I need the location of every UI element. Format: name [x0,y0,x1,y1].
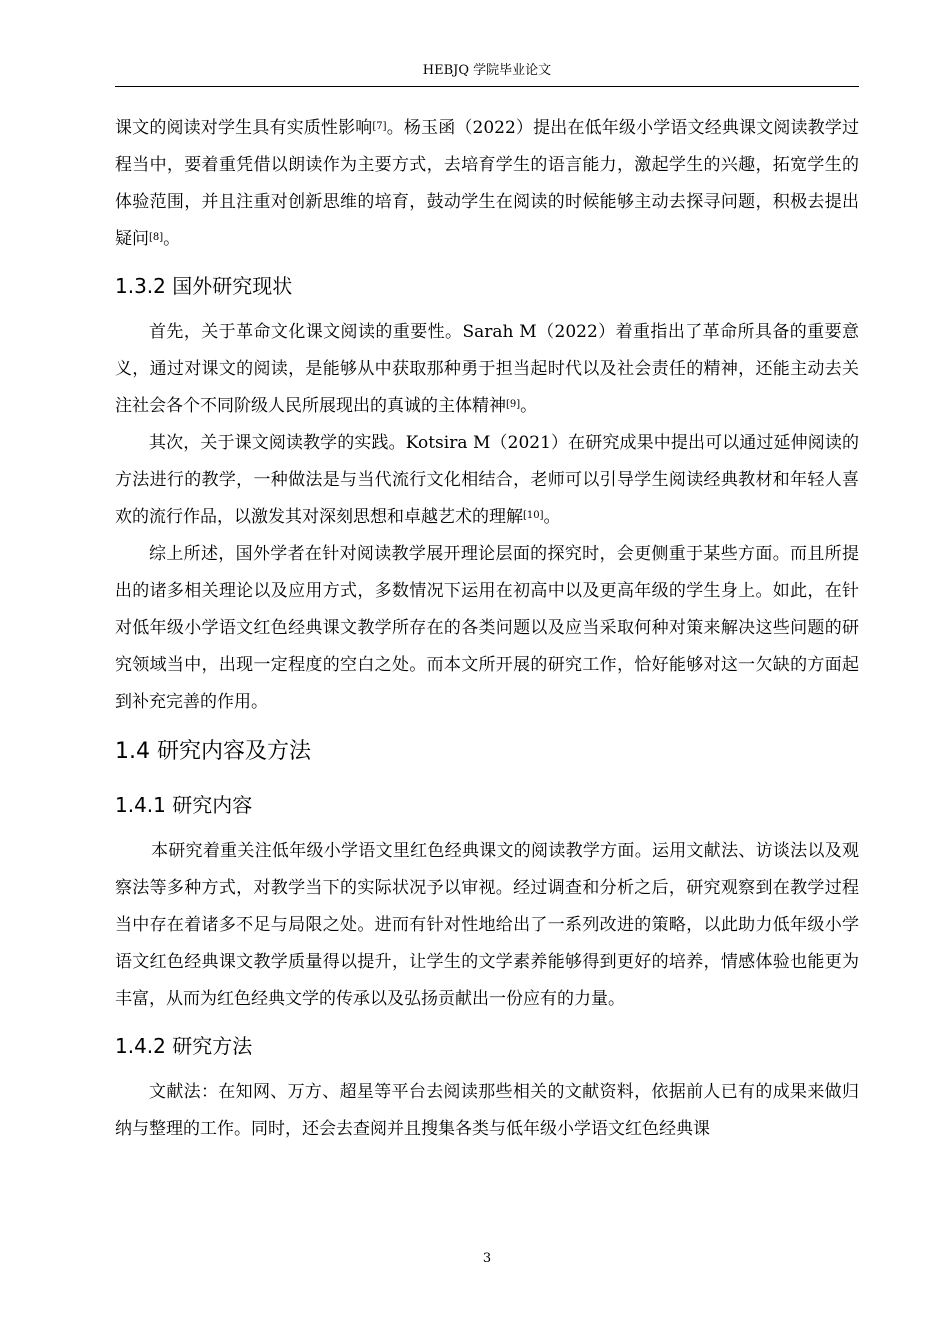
heading-1-3-2: 1.3.2 国外研究现状 [115,274,293,298]
heading-1-4-2: 1.4.2 研究方法 [115,1034,253,1058]
citation: [8] [149,232,164,243]
paragraph-foreign-2: 其次，关于课文阅读教学的实践。Kotsira M（2021）在研究成果中提出可以通过延伸阅读的方法进行的教学，一种做法是与当代流行文化相结合，老师可以引导学生阅读经典教材和年轻人喜欢的流行作品，以激发其对深刻思想和卓越艺术的理解[10]。 [115,433,859,527]
paragraph-literature-method: 文献法：在知网、万方、超星等平台去阅读那些相关的文献资料，依据前人已有的成果来做归纳与整理的工作。同时，还会去查阅并且搜集各类与低年级小学语文红色经典课 [115,1082,859,1139]
header-rule [115,86,859,87]
citation: [10] [523,510,544,521]
heading-1-4-1: 1.4.1 研究内容 [115,793,253,817]
running-header: HEBJQ 学院毕业论文 [422,63,552,78]
page-number: 3 [482,1251,492,1266]
citation: [7] [372,121,387,132]
citation: [9] [506,399,521,410]
paragraph-summary: 综上所述，国外学者在针对阅读教学展开理论层面的探究时，会更侧重于某些方面。而且所提出的诸多相关理论以及应用方式，多数情况下运用在初高中以及更高年级的学生身上。如此，在针对低年级小学语文红色经典课文教学所存在的各类问题以及应当采取何种对策来解决这些问题的研究领域当中，出现一定程度的空白之处。而本文所开展的研究工作，恰好能够对这一欠缺的方面起到补充完善的作用。 [115,544,859,712]
paragraph-research-content: 本研究着重关注低年级小学语文里红色经典课文的阅读教学方面。运用文献法、访谈法以及观察法等多种方式，对教学当下的实际状况予以审视。经过调查和分析之后，研究观察到在教学过程当中存在着诸多不足与局限之处。进而有针对性地给出了一系列改进的策略，以此助力低年级小学语文红色经典课文教学质量得以提升，让学生的文学素养能够得到更好的培养，情感体验也能更为丰富，从而为红色经典文学的传承以及弘扬贡献出一份应有的力量。 [115,841,859,1009]
paragraph-domestic-continued: 课文的阅读对学生具有实质性影响[7]。杨玉函（2022）提出在低年级小学语文经典课文阅读教学过程当中，要着重凭借以朗读作为主要方式，去培育学生的语言能力，激起学生的兴趣，拓宽学生的体验范围，并且注重对创新思维的培育，鼓动学生在阅读的时候能够主动去探寻问题，积极去提出疑问[8]。 [115,118,860,249]
page-body [115,110,859,1148]
heading-1-4: 1.4 研究内容及方法 [115,739,311,764]
paragraph-foreign-1: 首先，关于革命文化课文阅读的重要性。Sarah M（2022）着重指出了革命所具备的重要意义，通过对课文的阅读，是能够从中获取那种勇于担当起时代以及社会责任的精神，还能主动去关注社会各个不同阶级人民所展现出的真诚的主体精神[9]。 [115,322,859,416]
